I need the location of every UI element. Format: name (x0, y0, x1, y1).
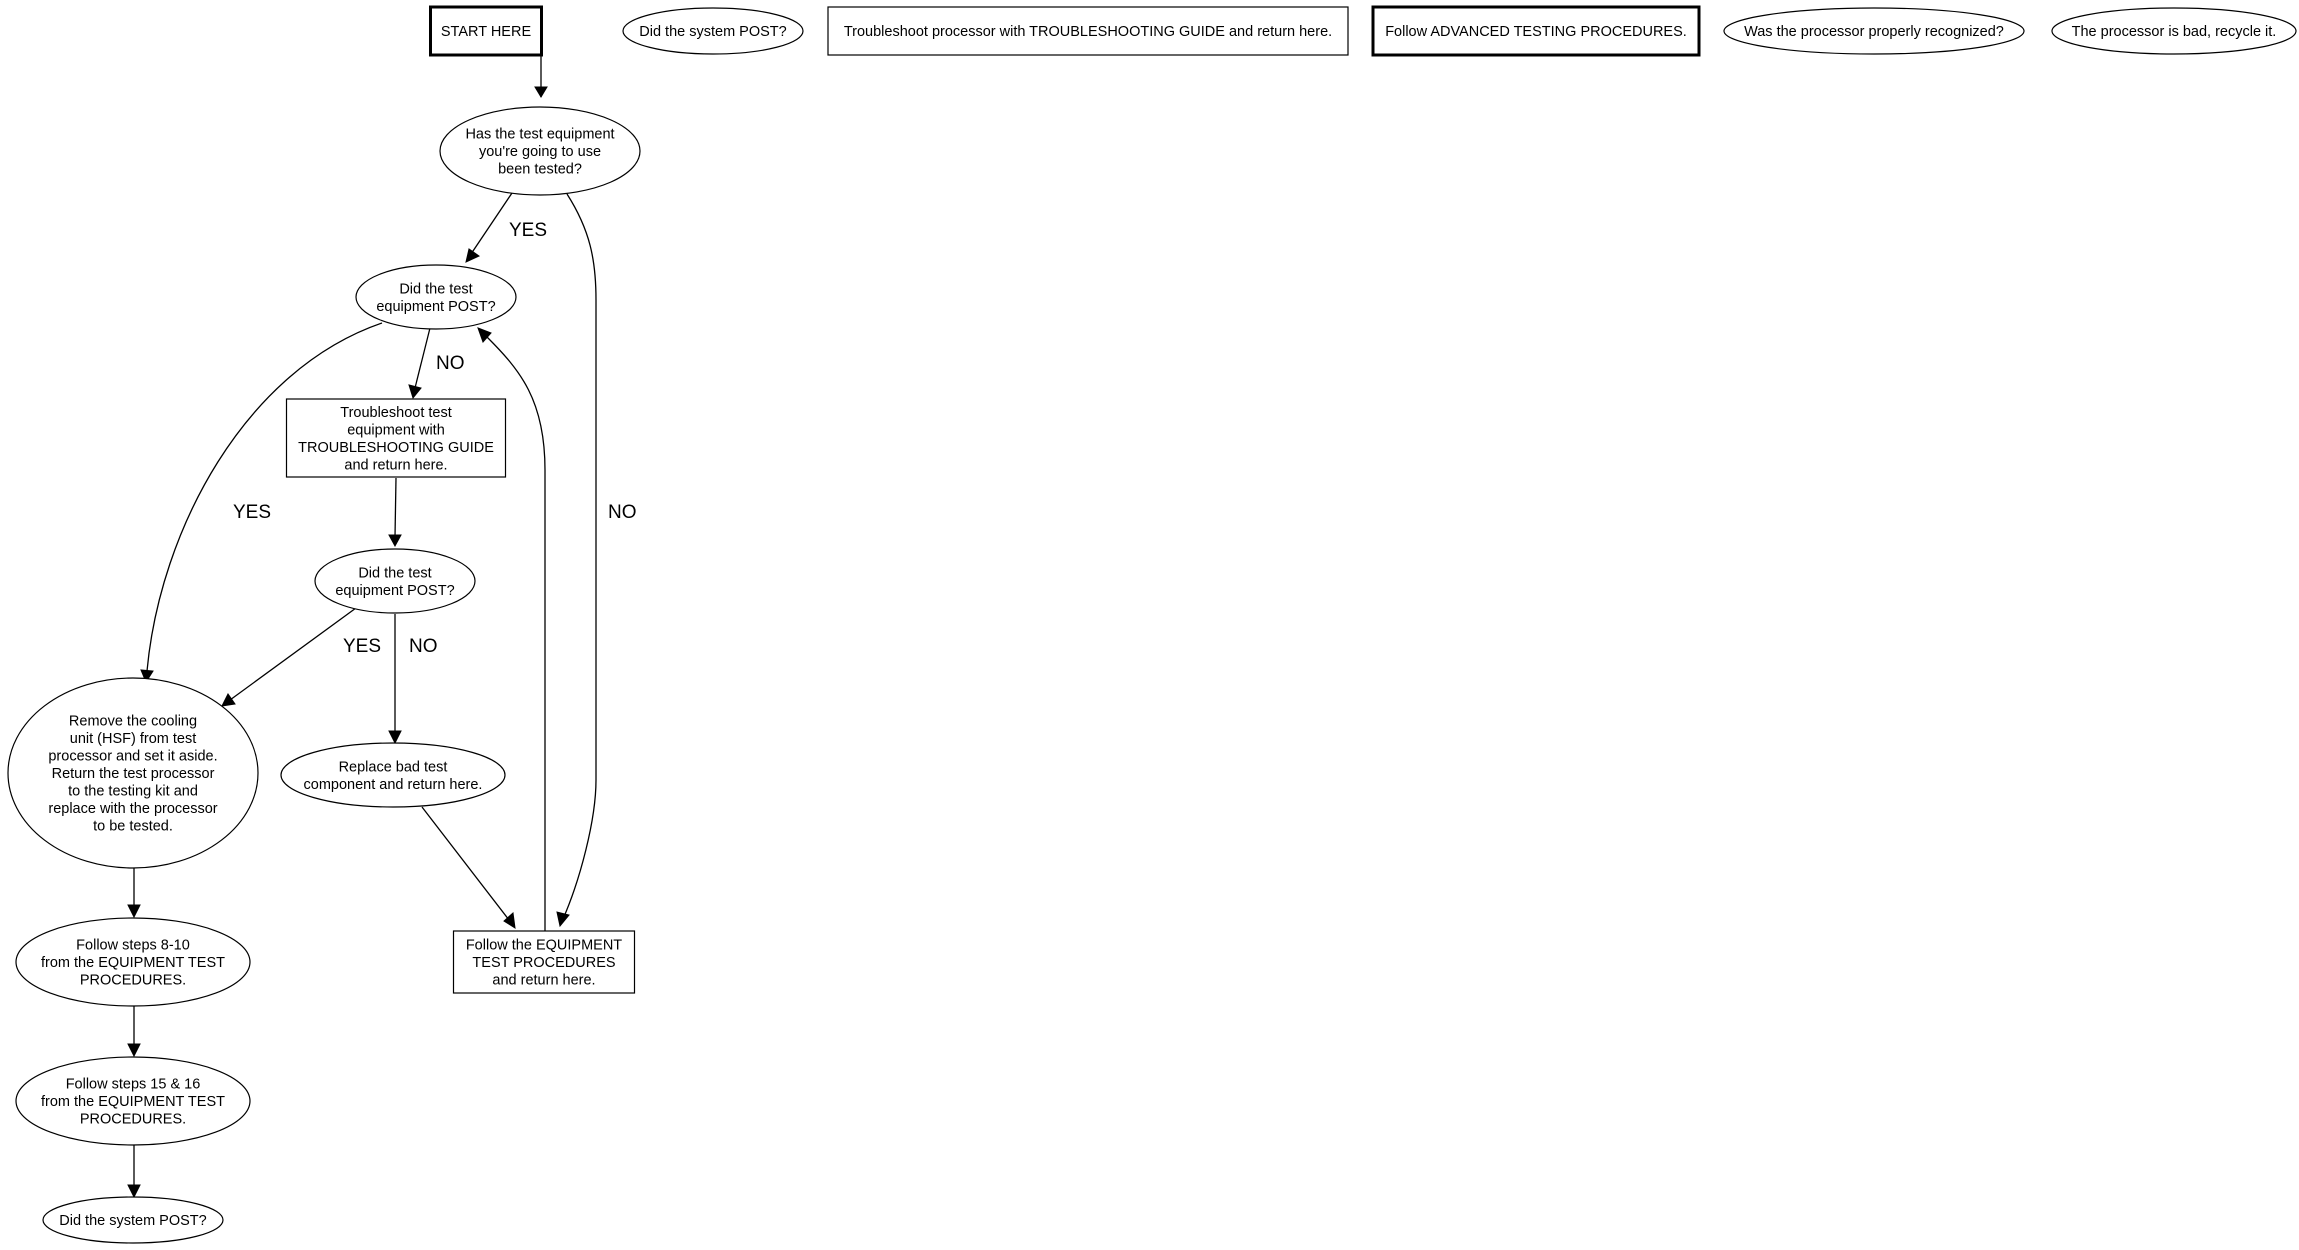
node-label-line: Did the test (399, 281, 473, 298)
edge-line (422, 807, 509, 920)
node-start (431, 7, 542, 55)
node-label-line: The processor is bad, recycle it. (2071, 24, 2277, 40)
edge-replace_bad-to-follow_equipment_test (422, 807, 515, 928)
node-label-line: START HERE (440, 24, 532, 40)
arrowhead-icon (222, 694, 235, 706)
node-label-line: replace with the processor (48, 801, 218, 817)
node-label-line: from the EQUIPMENT TEST (41, 955, 225, 971)
node-label-line: Has the test equipment (465, 126, 615, 143)
arrowhead-icon (409, 385, 421, 398)
node-label-line: unit (HSF) from test (69, 731, 197, 747)
edge-troubleshoot_equipment-to-equipment_post_2 (389, 478, 401, 546)
node-label-line: to be tested. (93, 818, 173, 835)
node-label-line: TEST PROCEDURES (472, 955, 616, 971)
node-label-line: to the testing kit and (68, 783, 198, 800)
edge-line (147, 323, 382, 671)
edge-equipment_post_1-to-troubleshoot_equipment (409, 328, 465, 398)
node-processor-recognized (1724, 8, 2024, 54)
node-processor-bad (2052, 8, 2296, 54)
node-label-line: Replace bad test (338, 759, 448, 776)
node-label-line: Troubleshoot processor with TROUBLESHOOTING GUIDE and return here. (843, 24, 1333, 40)
edge-remove_cooling-to-steps_8_10 (128, 868, 140, 917)
edge-label: YES (343, 636, 382, 657)
arrowhead-icon (557, 912, 569, 926)
node-replace-bad (281, 743, 505, 807)
node-label-line: and return here. (492, 972, 596, 989)
node-label-line: Follow the EQUIPMENT (465, 937, 623, 954)
node-steps-15-16 (16, 1057, 250, 1145)
edge-line (415, 328, 430, 388)
node-label-line: Troubleshoot test (340, 404, 452, 421)
node-label-line: Follow steps 15 & 16 (65, 1076, 201, 1093)
node-troubleshoot-equipment (287, 399, 506, 477)
edge-line (471, 193, 512, 254)
edge-label: YES (233, 502, 272, 523)
edge-line (395, 478, 396, 537)
edge-steps_15_16-to-system_post_bottom (128, 1145, 140, 1197)
node-label-line: Remove the cooling (68, 713, 198, 730)
edge-steps_8_10-to-steps_15_16 (128, 1006, 140, 1056)
edge-label: NO (409, 636, 438, 657)
node-system-post-bottom (43, 1197, 223, 1243)
edge-equipment_post_1-to-remove_cooling (141, 323, 382, 682)
node-label-line: PROCEDURES. (79, 1111, 187, 1128)
node-label-line: Return the test processor (51, 766, 215, 782)
node-equipment-post-1 (356, 265, 516, 329)
node-label-line: Did the system POST? (639, 24, 787, 40)
node-label-line: Follow steps 8-10 (76, 937, 190, 954)
node-steps-8-10 (16, 918, 250, 1006)
edge-equipment_tested-to-follow_equipment_test (557, 194, 637, 926)
node-label-line: Did the test (358, 565, 432, 582)
node-label-line: been tested? (498, 161, 582, 178)
edge-equipment_post_2-to-remove_cooling (222, 608, 381, 706)
arrowhead-icon (128, 1044, 140, 1056)
node-system-post-top (623, 8, 803, 54)
node-label-line: Did the system POST? (59, 1213, 207, 1229)
edge-label: NO (436, 353, 465, 374)
node-equipment-post-2 (315, 549, 475, 613)
node-troubleshoot-processor (828, 7, 1348, 55)
arrowhead-icon (389, 731, 401, 743)
node-label-line: component and return here. (303, 776, 483, 793)
edge-equipment_tested-to-equipment_post_1 (466, 193, 547, 262)
arrowhead-icon (389, 535, 401, 546)
node-label-line: TROUBLESHOOTING GUIDE (298, 439, 494, 456)
edges-layer (128, 55, 637, 1197)
node-label-line: you're going to use (478, 144, 602, 160)
node-label-line: from the EQUIPMENT TEST (41, 1094, 225, 1110)
node-equipment-tested (440, 107, 640, 195)
node-label-line: equipment POST? (376, 298, 496, 315)
node-label-line: equipment POST? (335, 582, 455, 599)
node-label-line: equipment with (347, 422, 445, 439)
edge-line (230, 608, 356, 700)
node-label-line: Follow ADVANCED TESTING PROCEDURES. (1385, 24, 1687, 40)
node-label-line: processor and set it aside. (48, 748, 218, 765)
edge-label: NO (608, 502, 637, 523)
arrowhead-icon (466, 249, 479, 262)
nodes-layer (8, 7, 2296, 1243)
node-label-line: PROCEDURES. (79, 972, 187, 989)
edge-start-to-equipment_tested (535, 55, 547, 97)
arrowhead-icon (535, 87, 547, 97)
arrowhead-icon (128, 1185, 140, 1197)
node-label-line: and return here. (344, 457, 448, 474)
arrowhead-icon (128, 905, 140, 917)
node-follow-equipment-test (454, 931, 635, 993)
edge-line (563, 194, 596, 919)
edge-label: YES (509, 220, 548, 241)
edge-equipment_post_2-to-replace_bad (389, 614, 438, 743)
node-advanced-testing (1373, 7, 1699, 55)
node-label-line: Was the processor properly recognized? (1744, 24, 2004, 40)
node-remove-cooling (8, 678, 258, 868)
